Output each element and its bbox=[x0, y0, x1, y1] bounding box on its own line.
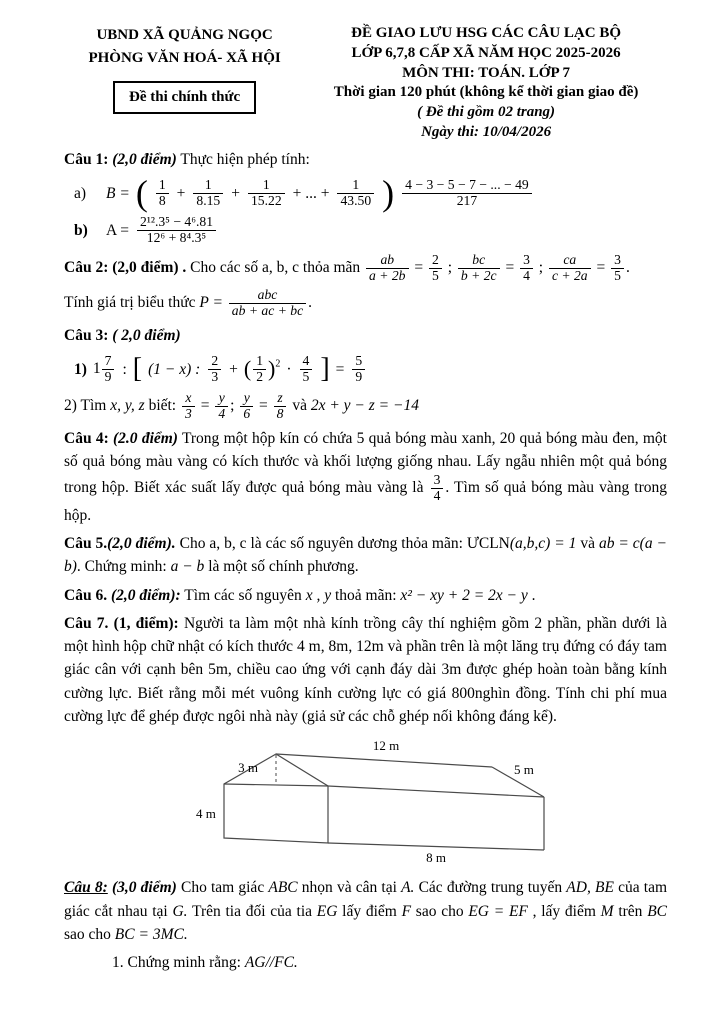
formula-1a: a) B = ( $\frac{1}{8}$ + $\frac{1}{8.15}$ + $\frac{1}{15.22}$ + ... + $\frac{1}{43.50}$ ) $\frac{4 - 3 - 5 - 7 - ... - 49}{217}$ bbox=[74, 178, 667, 208]
fraction: $\frac{2}{3}$ bbox=[208, 354, 221, 384]
math-lhs: B = bbox=[106, 184, 130, 202]
fraction: $\frac{5}{9}$ bbox=[352, 354, 365, 384]
fraction: $\frac{2}{5}$ bbox=[429, 253, 442, 283]
fraction: $\frac{1}{43.50}$ bbox=[337, 178, 374, 208]
math-medians: AD, BE bbox=[566, 879, 614, 897]
dim-label-8m: 8 m bbox=[425, 850, 446, 865]
text: sao cho bbox=[411, 902, 469, 920]
exam-duration: Thời gian 120 phút (không kể thời gian giao đề) bbox=[333, 84, 639, 101]
text: 1. Chứng minh rằng: bbox=[112, 954, 245, 972]
math-ray: EG bbox=[316, 902, 338, 920]
question-3-label: Câu 3: bbox=[64, 326, 109, 344]
question-2-intro: Cho các số a, b, c thỏa mãn bbox=[190, 258, 361, 276]
question-2-label: Câu 2: (2,0 điểm) . bbox=[64, 258, 187, 276]
text: , lấy điểm bbox=[527, 902, 601, 920]
question-8-label: Câu 8: bbox=[64, 879, 108, 897]
question-6-points: (2,0 điểm): bbox=[110, 586, 181, 604]
question-7-points: (1, điểm): bbox=[113, 614, 179, 632]
period: . bbox=[308, 294, 313, 312]
question-6 bbox=[64, 584, 667, 607]
item-label-b: b) bbox=[74, 222, 88, 240]
official-exam-box: Đề thi chính thức bbox=[113, 81, 256, 114]
math-gcd: (a,b,c) = 1 bbox=[509, 535, 577, 553]
fraction: $\frac{4}{5}$ bbox=[300, 354, 313, 384]
issuer-block bbox=[64, 24, 305, 114]
house-figure-container bbox=[94, 734, 667, 871]
math-point: M bbox=[600, 902, 614, 920]
semicolon: ; bbox=[230, 397, 235, 415]
dim-label-5m: 5 m bbox=[513, 762, 534, 778]
fraction: $\frac{3}{4}$ bbox=[520, 253, 533, 283]
question-1 bbox=[64, 148, 667, 171]
question-4-text: Trong một hộp kín có chứa 5 quả bóng màu xanh, 20 quả bóng màu đen, một số quả bóng màu vàng có kích thước và khối lượng giống nhau. Lấy ngẫu nhiên một quả bóng trong hộp. Biết xác suất lấy được quả bóng màu vàng là bbox=[64, 429, 667, 497]
text: Các đường trung tuyến bbox=[414, 879, 567, 897]
math-vars: x, y, z bbox=[110, 397, 145, 415]
question-7 bbox=[64, 612, 667, 728]
math-triangle: ABC bbox=[268, 879, 298, 897]
text: nhọn và cân tại bbox=[297, 879, 402, 897]
question-8 bbox=[64, 876, 667, 946]
fraction: $\frac{ab}{a + 2b}$ bbox=[366, 253, 408, 283]
math-expression: a − b bbox=[170, 558, 205, 576]
question-1-intro: Thực hiện phép tính: bbox=[180, 150, 310, 168]
exam-title-2: LỚP 6,7,8 CẤP XÃ NĂM HỌC 2025-2026 bbox=[351, 44, 621, 61]
math-segment: BC bbox=[647, 902, 667, 920]
equals-sign: = bbox=[335, 360, 345, 378]
question-4-label: Câu 4: bbox=[64, 429, 109, 447]
text: Trên tia đối của tia bbox=[187, 902, 317, 920]
question-3-points: ( 2,0 điểm) bbox=[112, 326, 181, 344]
dim-label-12m: 12 m bbox=[372, 738, 399, 754]
ridge-edge bbox=[276, 754, 492, 767]
text: . Chứng minh: bbox=[76, 558, 171, 576]
question-8-points: (3,0 điểm) bbox=[111, 879, 177, 897]
equals-sign: = bbox=[596, 258, 606, 276]
question-8-sub-1 bbox=[112, 951, 667, 974]
equals-sign: = bbox=[414, 258, 424, 276]
dot-operator: · bbox=[286, 360, 292, 378]
issuer-line-1: UBND XÃ QUẢNG NGỌC bbox=[96, 27, 273, 43]
question-2 bbox=[64, 253, 667, 283]
fraction: $\frac{1}{15.22}$ bbox=[248, 178, 285, 208]
exam-header bbox=[64, 24, 667, 143]
exponent: 2 bbox=[275, 358, 281, 370]
semicolon: ; bbox=[447, 258, 452, 276]
math-equation: EG = EF bbox=[468, 902, 528, 920]
fraction: $\frac{3}{5}$ bbox=[611, 253, 624, 283]
math-lhs: A = bbox=[106, 222, 129, 240]
plus-sign: + bbox=[231, 184, 240, 202]
item-label-1: 1) bbox=[74, 360, 87, 378]
math-vars: x , y bbox=[305, 586, 332, 604]
dim-label-3m: 3 m bbox=[237, 760, 258, 776]
item-label-a: a) bbox=[74, 184, 87, 202]
fraction: $\frac{y}{6}$ bbox=[240, 391, 253, 421]
text: . bbox=[527, 586, 536, 604]
formula-3-1: 1) 1 $\frac{7}{9}$ : [ (1 − x) : $\frac{2}{3}$ + ( $\frac{1}{2}$ )$^2$ · $\frac{4}{5}$ ] = $\frac{5}{9}$ bbox=[74, 354, 667, 384]
dim-label-4m: 4 m bbox=[195, 806, 216, 822]
front-eave-edge bbox=[328, 786, 544, 797]
period: . bbox=[625, 258, 630, 276]
question-5 bbox=[64, 532, 667, 579]
question-7-label: Câu 7. bbox=[64, 614, 109, 632]
question-5-points: (2,0 điểm). bbox=[107, 535, 176, 553]
fraction: $\frac{x}{3}$ bbox=[182, 391, 195, 421]
text: Cho tam giác bbox=[180, 879, 269, 897]
math-point: G. bbox=[172, 902, 188, 920]
question-4-text-2: . Tìm số quả bóng màu vàng trong hộp. bbox=[64, 479, 667, 524]
fraction: $\frac{bc}{b + 2c}$ bbox=[458, 253, 500, 283]
fraction: $\frac{3}{4}$ bbox=[431, 473, 444, 503]
text: Tìm các số nguyên bbox=[184, 586, 306, 604]
exam-title-1: ĐỀ GIAO LƯU HSG CÁC CÂU LẠC BỘ bbox=[351, 25, 622, 41]
plus-sign: + bbox=[176, 184, 186, 202]
question-4 bbox=[64, 427, 667, 527]
exam-date: Ngày thi: 10/04/2026 bbox=[421, 123, 552, 140]
ellipsis: + ... + bbox=[292, 184, 330, 202]
question-2-line2 bbox=[64, 288, 667, 318]
question-5-label: Câu 5. bbox=[64, 535, 108, 553]
text: Tìm bbox=[80, 397, 111, 415]
text: và bbox=[292, 397, 311, 415]
exam-subject: MÔN THI: TOÁN. LỚP 7 bbox=[402, 64, 571, 81]
math-point: A. bbox=[401, 879, 415, 897]
math-point: F bbox=[401, 902, 412, 920]
text: của tam giác cắt nhau tại bbox=[64, 879, 668, 920]
math-parallel: AG//FC. bbox=[244, 954, 298, 972]
exam-title-block bbox=[305, 24, 667, 143]
text: và bbox=[576, 535, 599, 553]
question-6-label: Câu 6. bbox=[64, 586, 108, 604]
colon-operator: : bbox=[122, 360, 127, 378]
math-equation: BC = 3MC. bbox=[114, 925, 188, 943]
text: lấy điểm bbox=[337, 902, 402, 920]
fraction: $\frac{\text{abc}}{ab + ac + bc}$ bbox=[229, 288, 306, 318]
eave-line bbox=[224, 784, 328, 786]
question-2-ask: Tính giá trị biểu thức bbox=[64, 294, 196, 312]
text: Cho a, b, c là các số nguyên dương thỏa mãn: ƯCLN bbox=[179, 535, 510, 553]
equals-sign: = bbox=[259, 397, 268, 415]
math-equation: 2x + y − z = −14 bbox=[310, 397, 419, 415]
question-1-label: Câu 1: bbox=[64, 150, 109, 168]
question-1-points: (2,0 điểm) bbox=[112, 150, 177, 168]
text: sao cho bbox=[64, 925, 115, 943]
fraction: $\frac{4 - 3 - 5 - 7 - ... - 49}{217}$ bbox=[402, 178, 532, 208]
house-prism-figure bbox=[196, 734, 566, 864]
math-lhs: P = bbox=[199, 294, 223, 312]
question-7-text: Người ta làm một nhà kính trồng cây thí nghiệm gồm 2 phần, phần dưới là một hình hộp chữ nhật có kích thước 4 m, 8m, 12m và phần trên là một lăng trụ đứng có đáy tam giác cân với cạnh bên 5m, chiều cao ứng với cạnh đáy dài 3m được ghép hoàn toàn bằng kính cường lực. Biết rằng mỗi mét vuông kính cường lực có giá 800nghìn đồng. Tính chi phí mua cường lực để ghép được ngôi nhà này (giả sử các chỗ ghép nối không đáng kể). bbox=[64, 614, 668, 725]
squared-group: ( $\frac{1}{2}$ )$^2$ bbox=[243, 353, 281, 384]
formula-1b bbox=[74, 215, 667, 245]
fraction: $\frac{y}{4}$ bbox=[215, 391, 228, 421]
equals-sign: = bbox=[200, 397, 210, 415]
text: thoả mãn: bbox=[331, 586, 401, 604]
issuer-line-2: PHÒNG VĂN HOÁ- XÃ HỘI bbox=[88, 49, 281, 66]
math-expression: (1 − x) : bbox=[148, 360, 201, 378]
math-equation: x² − xy + 2 = 2x − y bbox=[400, 586, 528, 604]
fraction: $\frac{1}{8}$ bbox=[156, 178, 169, 208]
fraction: $\frac{\text{2¹².3⁵ − 4⁶.81}}{\text{12⁶ + 8⁴.3⁵}}$ bbox=[137, 215, 216, 245]
fraction: $\frac{z}{8}$ bbox=[274, 391, 287, 421]
bottom-front-edge bbox=[328, 843, 544, 850]
mixed-number: 1 $\frac{7}{9}$ bbox=[93, 354, 117, 384]
question-4-points: (2.0 điểm) bbox=[113, 429, 178, 447]
question-3-item-2 bbox=[64, 391, 667, 421]
exam-pages-note: ( Đề thi gồm 02 trang) bbox=[417, 104, 556, 121]
semicolon: ; bbox=[538, 258, 544, 276]
text: trên bbox=[613, 902, 648, 920]
text: là một số chính phương. bbox=[204, 558, 359, 576]
fraction: $\frac{ca}{c + 2a}$ bbox=[549, 253, 591, 283]
fraction: $\frac{1}{8.15}$ bbox=[193, 178, 223, 208]
item-label-2: 2) bbox=[64, 397, 77, 415]
text: biết: bbox=[144, 397, 180, 415]
math-equation: ab = c(a − b) bbox=[64, 535, 667, 576]
plus-sign: + bbox=[229, 360, 238, 378]
equals-sign: = bbox=[505, 258, 515, 276]
question-3 bbox=[64, 324, 667, 347]
